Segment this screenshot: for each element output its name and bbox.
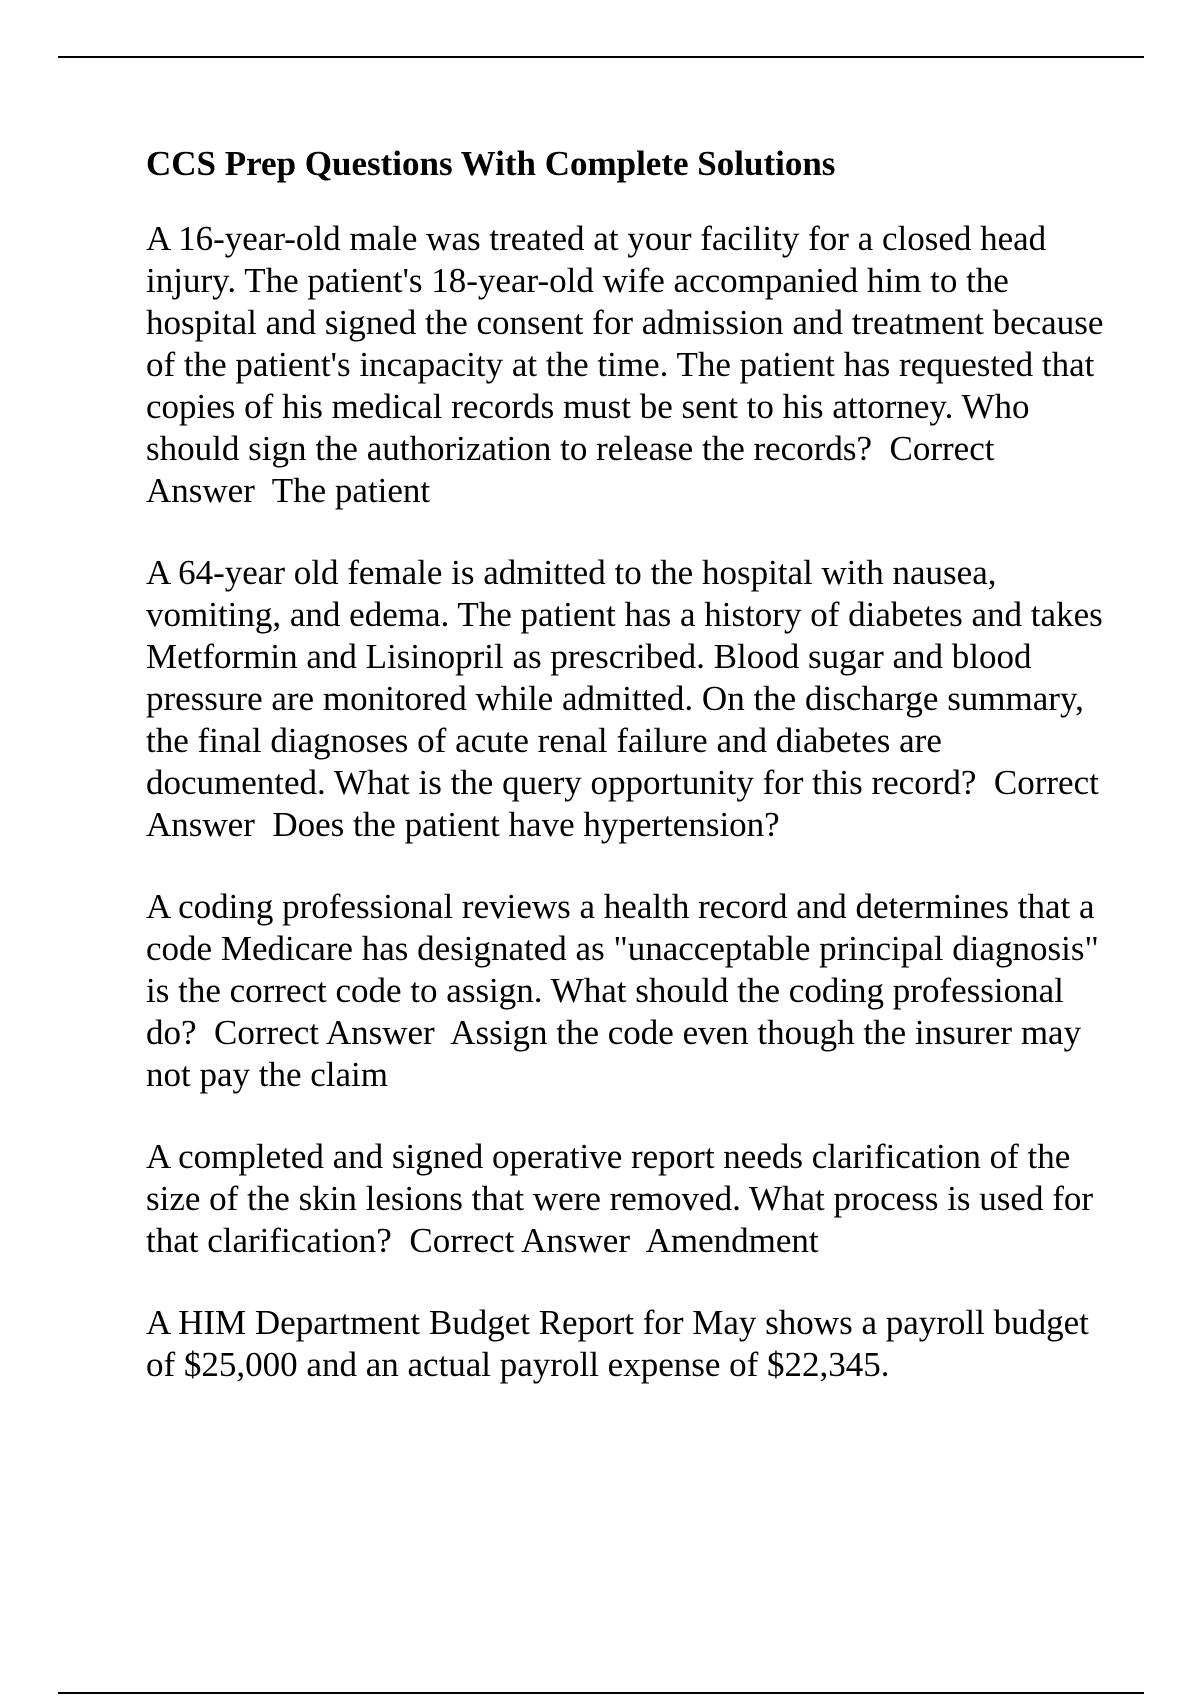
answer-text: Amendment	[645, 1221, 819, 1260]
qa-item	[146, 886, 1106, 1096]
qa-item	[146, 218, 1106, 512]
document-body	[146, 140, 1106, 1426]
top-rule	[58, 56, 1144, 58]
answer-label: Correct Answer	[409, 1221, 630, 1260]
question-text: A 64-year old female is admitted to the hospital with nausea, vomiting, and edema. The patient has a history of diabetes and takes Metformin and Lisinopril as prescribed. Blood sugar and blood pressure are monitored while admitted. On the discharge summary, the final diagnoses of acute renal failure and diabetes are documented. What is the query opportunity for this record?	[146, 553, 1103, 802]
document-title: CCS Prep Questions With Complete Solutions	[146, 144, 836, 183]
question-text: A HIM Department Budget Report for May shows a payroll budget of $25,000 and an actual payroll expense of $22,345.	[146, 1303, 1089, 1384]
answer-label: Correct Answer	[214, 1013, 435, 1052]
answer-text: Assign the code even though the insurer may not pay the claim	[146, 1013, 1082, 1094]
answer-text: Does the patient have hypertension?	[272, 805, 780, 844]
question-text: A completed and signed operative report needs clarification of the size of the skin lesions that were removed. What process is used for that clarification?	[146, 1137, 1094, 1260]
qa-item	[146, 552, 1106, 846]
answer-label: Correct Answer	[146, 429, 995, 510]
answer-text: The patient	[271, 471, 431, 510]
bottom-rule	[58, 1692, 1144, 1694]
qa-item	[146, 1302, 1106, 1386]
question-text: A coding professional reviews a health record and determines that a code Medicare has designated as "unacceptable principal diagnosis" is the correct code to assign. What should the coding professional do?	[146, 887, 1099, 1052]
answer-label: Correct Answer	[146, 763, 1099, 844]
qa-item	[146, 1136, 1106, 1262]
question-text: A 16-year-old male was treated at your facility for a closed head injury. The patient's 18-year-old wife accompanied him to the hospital and signed the consent for admission and treatment because of the patient's incapacity at the time. The patient has requested that copies of his medical records must be sent to his attorney. Who should sign the authorization to release the records?	[146, 219, 1104, 468]
